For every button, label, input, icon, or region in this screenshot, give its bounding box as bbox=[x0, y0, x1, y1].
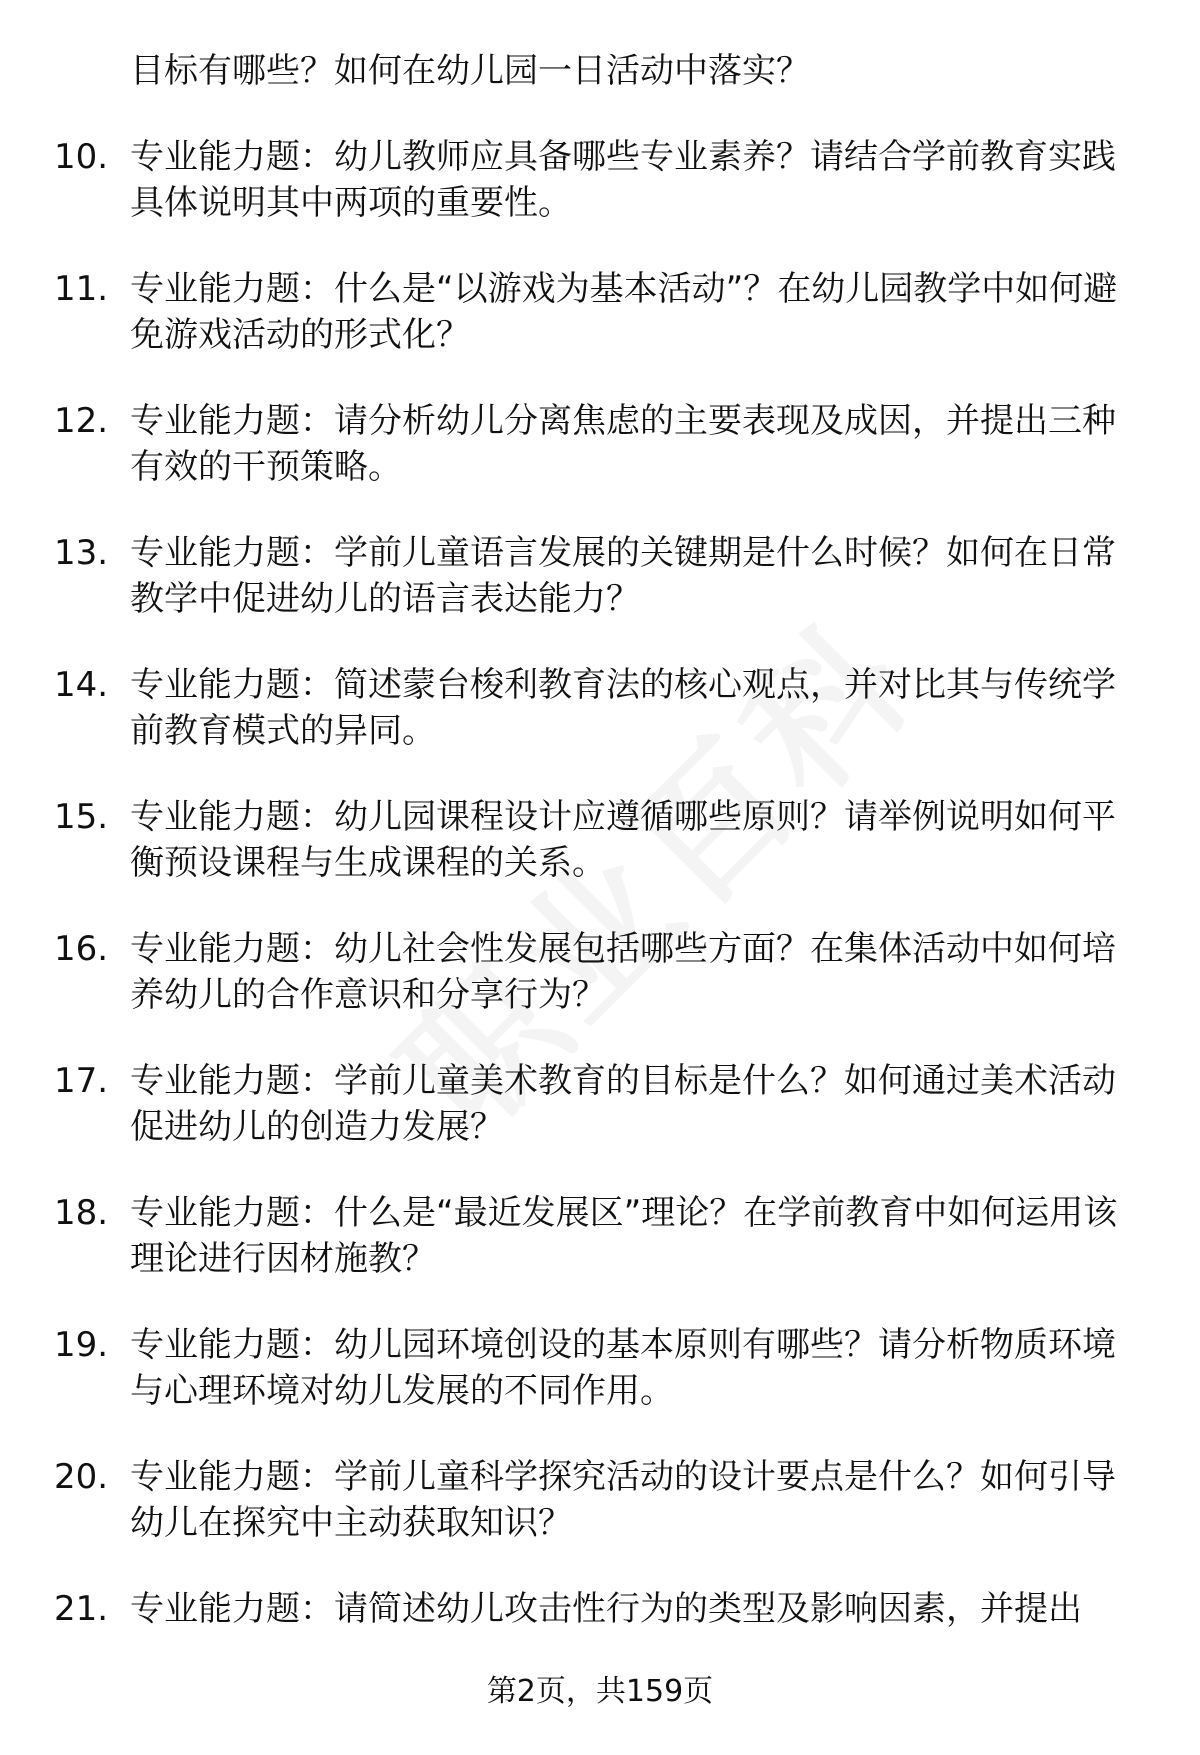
question-number: 19. bbox=[54, 1325, 109, 1365]
question-number: 18. bbox=[54, 1193, 109, 1233]
question-number: 15. bbox=[54, 797, 109, 837]
list-item bbox=[0, 794, 1200, 886]
question-number: 16. bbox=[54, 929, 109, 969]
question-number: 20. bbox=[54, 1457, 109, 1497]
question-number: 21. bbox=[54, 1589, 109, 1629]
question-text: 专业能力题：学前儿童语言发展的关键期是什么时候？如何在日常教学中促进幼儿的语言表达能力？ bbox=[130, 533, 1116, 619]
list-item bbox=[0, 266, 1200, 358]
question-text: 专业能力题：什么是“以游戏为基本活动”？在幼儿园教学中如何避免游戏活动的形式化？ bbox=[130, 269, 1118, 355]
list-item bbox=[0, 530, 1200, 622]
list-item bbox=[0, 1190, 1200, 1282]
list-item bbox=[0, 1586, 1200, 1632]
list-item bbox=[0, 398, 1200, 490]
question-list bbox=[0, 134, 1200, 1632]
question-text: 专业能力题：幼儿教师应具备哪些专业素养？请结合学前教育实践具体说明其中两项的重要性。 bbox=[130, 137, 1116, 223]
question-text: 专业能力题：请简述幼儿攻击性行为的类型及影响因素，并提出 bbox=[130, 1589, 1082, 1629]
list-item bbox=[0, 1322, 1200, 1414]
question-number: 10. bbox=[54, 137, 109, 177]
list-item bbox=[0, 134, 1200, 226]
question-number: 12. bbox=[54, 401, 109, 441]
question-text: 专业能力题：幼儿社会性发展包括哪些方面？在集体活动中如何培养幼儿的合作意识和分享行为？ bbox=[130, 929, 1116, 1015]
question-number: 14. bbox=[54, 665, 109, 705]
list-item bbox=[0, 1454, 1200, 1546]
question-text: 专业能力题：幼儿园课程设计应遵循哪些原则？请举例说明如何平衡预设课程与生成课程的关系。 bbox=[130, 797, 1116, 883]
question-text: 专业能力题：什么是“最近发展区”理论？在学前教育中如何运用该理论进行因材施教？ bbox=[130, 1193, 1118, 1279]
question-text: 专业能力题：学前儿童科学探究活动的设计要点是什么？如何引导幼儿在探究中主动获取知识？ bbox=[130, 1457, 1116, 1543]
question-number: 13. bbox=[54, 533, 109, 573]
continuation-text: 目标有哪些？如何在幼儿园一日活动中落实？ bbox=[130, 51, 810, 91]
list-item bbox=[0, 662, 1200, 754]
question-text: 专业能力题：简述蒙台梭利教育法的核心观点，并对比其与传统学前教育模式的异同。 bbox=[130, 665, 1116, 751]
question-text: 专业能力题：幼儿园环境创设的基本原则有哪些？请分析物质环境与心理环境对幼儿发展的不同作用。 bbox=[130, 1325, 1116, 1411]
question-text: 专业能力题：学前儿童美术教育的目标是什么？如何通过美术活动促进幼儿的创造力发展？ bbox=[130, 1061, 1116, 1147]
question-content bbox=[0, 48, 1200, 1672]
page-number-footer: 第2页，共159页 bbox=[486, 1674, 714, 1709]
question-number: 11. bbox=[54, 269, 109, 309]
list-item bbox=[0, 926, 1200, 1018]
list-item bbox=[0, 1058, 1200, 1150]
question-text: 专业能力题：请分析幼儿分离焦虑的主要表现及成因，并提出三种有效的干预策略。 bbox=[130, 401, 1116, 487]
question-number: 17. bbox=[54, 1061, 109, 1101]
